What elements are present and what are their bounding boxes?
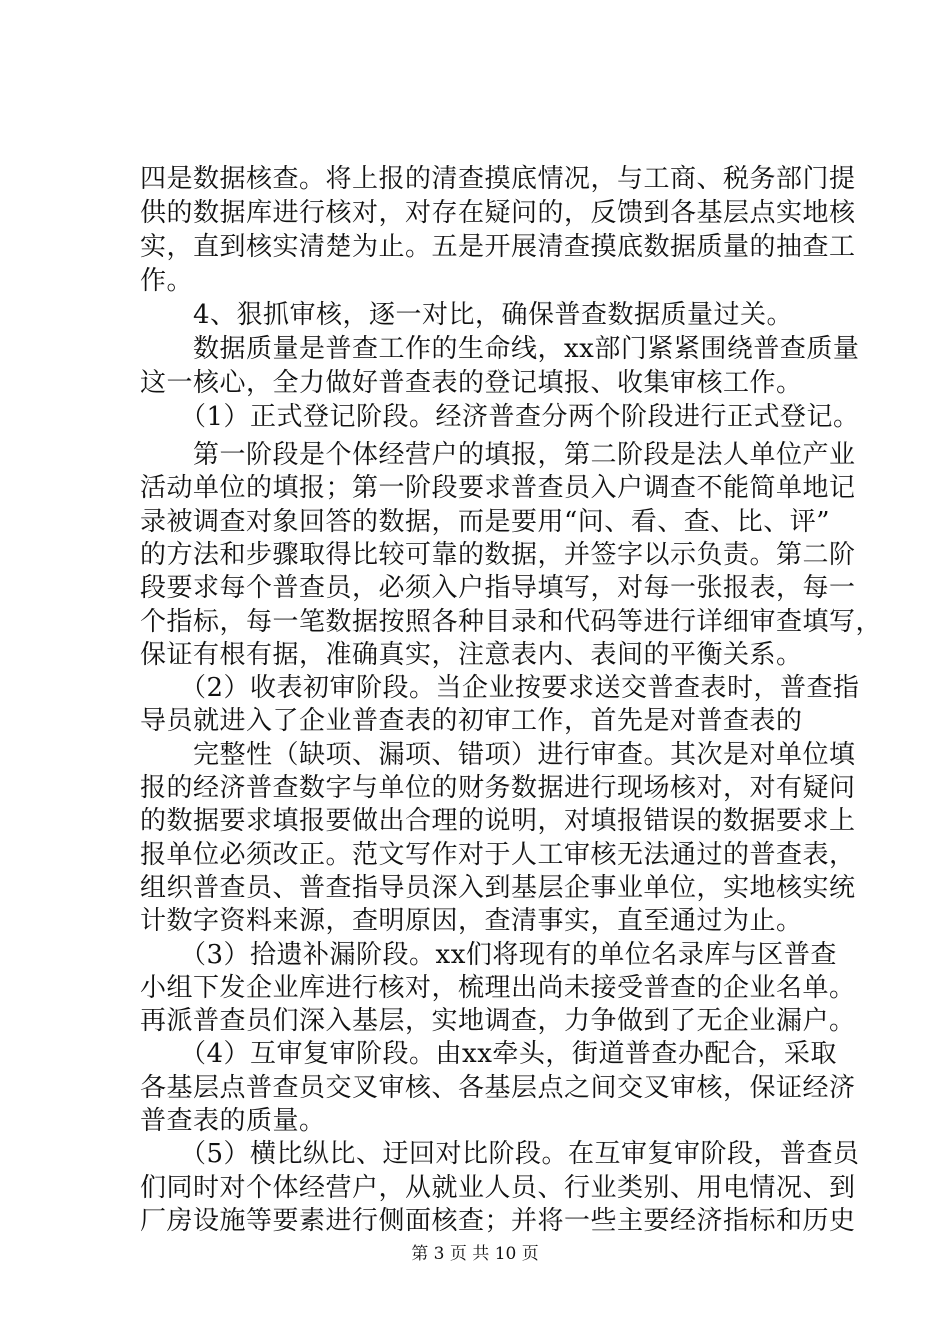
text-line: 的数据要求填报要做出合理的说明，对填报错误的数据要求上 [140, 806, 856, 836]
page-footer: 第 3 页 共 10 页 [411, 1244, 539, 1264]
text-line: 4、狠抓审核，逐一对比，确保普查数据质量过关。 [140, 300, 794, 330]
text-line: 数据质量是普查工作的生命线，xx部门紧紧围绕普查质量 [140, 334, 860, 364]
text-line: 实，直到核实清楚为止。五是开展清查摸底数据质量的抽查工 [140, 232, 856, 262]
text-line: （4）互审复审阶段。由xx牵头，街道普查办配合，采取 [140, 1039, 837, 1069]
text-line: 完整性（缺项、漏项、错项）进行审查。其次是对单位填 [140, 740, 856, 770]
text-line: 活动单位的填报；第一阶段要求普查员入户调查不能简单地记 [140, 473, 856, 503]
text-line: （5）横比纵比、迂回对比阶段。在互审复审阶段，普查员 [140, 1139, 860, 1169]
text-line: 再派普查员们深入基层，实地调查，力争做到了无企业漏户。 [140, 1006, 856, 1036]
text-line: 普查表的质量。 [140, 1106, 326, 1136]
text-line: 计数字资料来源，查明原因，查清事实，直至通过为止。 [140, 906, 803, 936]
text-line: 保证有根有据，准确真实，注意表内、表间的平衡关系。 [140, 640, 803, 670]
text-line: 作。 [140, 266, 194, 296]
text-line: 供的数据库进行核对，对存在疑问的，反馈到各基层点实地核 [140, 198, 856, 228]
text-line: 段要求每个普查员，必须入户指导填写，对每一张报表，每一 [140, 573, 856, 603]
text-line: 录被调查对象回答的数据，而是要用“问、看、查、比、评” [140, 507, 831, 537]
text-line: 导员就进入了企业普查表的初审工作，首先是对普查表的 [140, 706, 803, 736]
text-line: 各基层点普查员交叉审核、各基层点之间交叉审核，保证经济 [140, 1073, 856, 1103]
text-line: 厂房设施等要素进行侧面核查；并将一些主要经济指标和历史 [140, 1206, 856, 1236]
text-line: 们同时对个体经营户，从就业人员、行业类别、用电情况、到 [140, 1173, 856, 1203]
text-line: 报的经济普查数字与单位的财务数据进行现场核对，对有疑问 [140, 773, 856, 803]
text-line: 四是数据核查。将上报的清查摸底情况，与工商、税务部门提 [140, 164, 856, 194]
text-line: 组织普查员、普查指导员深入到基层企事业单位，实地核实统 [140, 873, 856, 903]
text-line: （1）正式登记阶段。经济普查分两个阶段进行正式登记。 [140, 402, 860, 432]
text-line: 个指标，每一笔数据按照各种目录和代码等进行详细审查填写， [140, 607, 883, 637]
text-line: （3）拾遗补漏阶段。xx们将现有的单位名录库与区普查 [140, 940, 837, 970]
text-line: 小组下发企业库进行核对，梳理出尚未接受普查的企业名单。 [140, 973, 856, 1003]
text-line: 这一核心，全力做好普查表的登记填报、收集审核工作。 [140, 368, 803, 398]
text-line: 的方法和步骤取得比较可靠的数据，并签字以示负责。第二阶 [140, 540, 856, 570]
text-line: 第一阶段是个体经营户的填报，第二阶段是法人单位产业 [140, 440, 856, 470]
text-line: （2）收表初审阶段。当企业按要求送交普查表时，普查指 [140, 673, 860, 703]
text-line: 报单位必须改正。范文写作对于人工审核无法通过的普查表， [140, 840, 856, 870]
